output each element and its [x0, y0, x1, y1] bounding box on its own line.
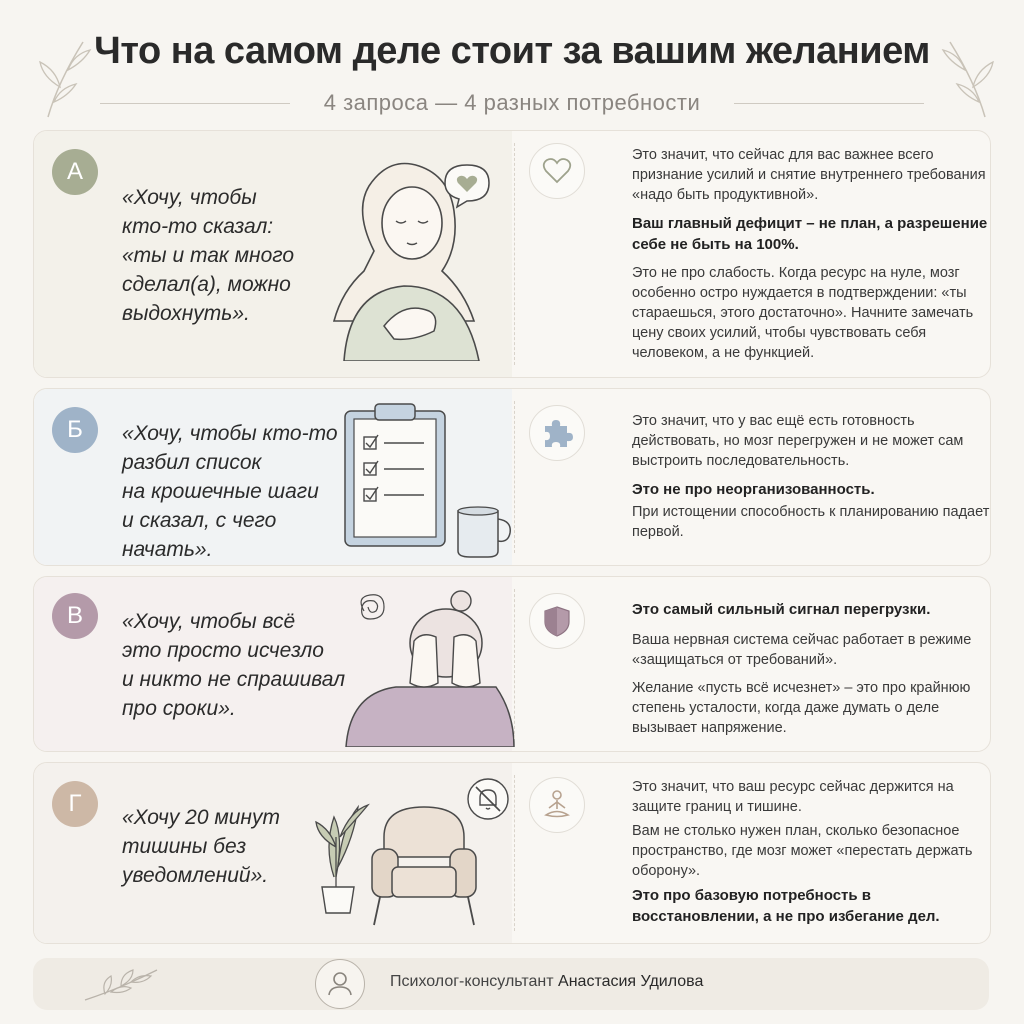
person-icon [315, 959, 365, 1009]
muted-bell-icon [466, 777, 510, 821]
card-quote: «Хочу, чтобы всё это просто исчезло и никто не спрашивал про сроки». [122, 610, 346, 720]
footer [33, 958, 989, 1010]
card-explanation: Это значит, что сейчас для вас важнее всего признание усилий и снятие внутреннего требования «надо быть продуктивной». Ваш главный дефицит – не план, а разрешение себе не быть на 100%. Это не про слабость. Когда ресурс на нуле, мозг особенно остро нуждается в подтверждении: «ты стараешься, этого достаточно». Начните замечать цену своих усилий, чтобы чувствовать себя человеком, а не функцией. [632, 147, 988, 361]
card-quote: «Хочу 20 минут тишины без уведомлений». [122, 806, 280, 887]
speech-bubble-heart-icon [439, 161, 495, 211]
card-c [33, 576, 991, 752]
clipboard-checklist-illustration [340, 399, 520, 559]
card-divider [514, 589, 515, 739]
card-explanation: Это значит, что у вас ещё есть готовность действовать, но мозг перегружен и не может сам выстроить последовательность. Это не про неорганизованность. При истощении способность к планированию падает первой. [632, 413, 990, 540]
card-divider [514, 401, 515, 553]
card-letter-badge: А [52, 149, 98, 195]
page-title: Что на самом деле стоит за вашим желанием [94, 30, 930, 72]
card-letter-badge: Б [52, 407, 98, 453]
card-quote: «Хочу, чтобы кто-то разбил список на крошечные шаги и сказал, с чего начать». [122, 422, 338, 561]
leaf-branch-icon [81, 964, 161, 1004]
card-d [33, 762, 991, 944]
card-divider [514, 775, 515, 931]
page-subtitle: 4 запроса — 4 разных потребности [323, 90, 701, 115]
card-quote: «Хочу, чтобы кто-то сказал: «ты и так много сделал(а), можно выдохнуть». [122, 186, 295, 325]
card-letter-badge: Г [52, 781, 98, 827]
author-role: Психолог-консультант [390, 973, 554, 990]
card-b [33, 388, 991, 566]
card-explanation: Это значит, что ваш ресурс сейчас держится на защите границ и тишине. Вам не столько нужен план, сколько безопасное пространство, где мозг может «перестать держать оборону». Это про базовую потребность в восстановлении, а не про избегание дел. [632, 779, 973, 925]
divider-line [734, 103, 924, 104]
shield-icon [529, 593, 585, 649]
card-divider [514, 143, 515, 365]
heart-icon [529, 143, 585, 199]
puzzle-icon [529, 405, 585, 461]
subtitle-row [100, 90, 924, 114]
card-a [33, 130, 991, 378]
woman-face-in-hands-illustration [326, 583, 516, 747]
card-letter-badge: В [52, 593, 98, 639]
meditation-icon [529, 777, 585, 833]
author-line [390, 973, 703, 991]
card-explanation: Это самый сильный сигнал перегрузки. Ваша нервная система сейчас работает в режиме «защищаться от требований». Желание «пусть всё исчезнет» – это про крайнюю степень усталости, когда даже думать о деле вызывает напряжение. [632, 601, 972, 736]
author-name: Анастасия Удилова [558, 973, 704, 990]
